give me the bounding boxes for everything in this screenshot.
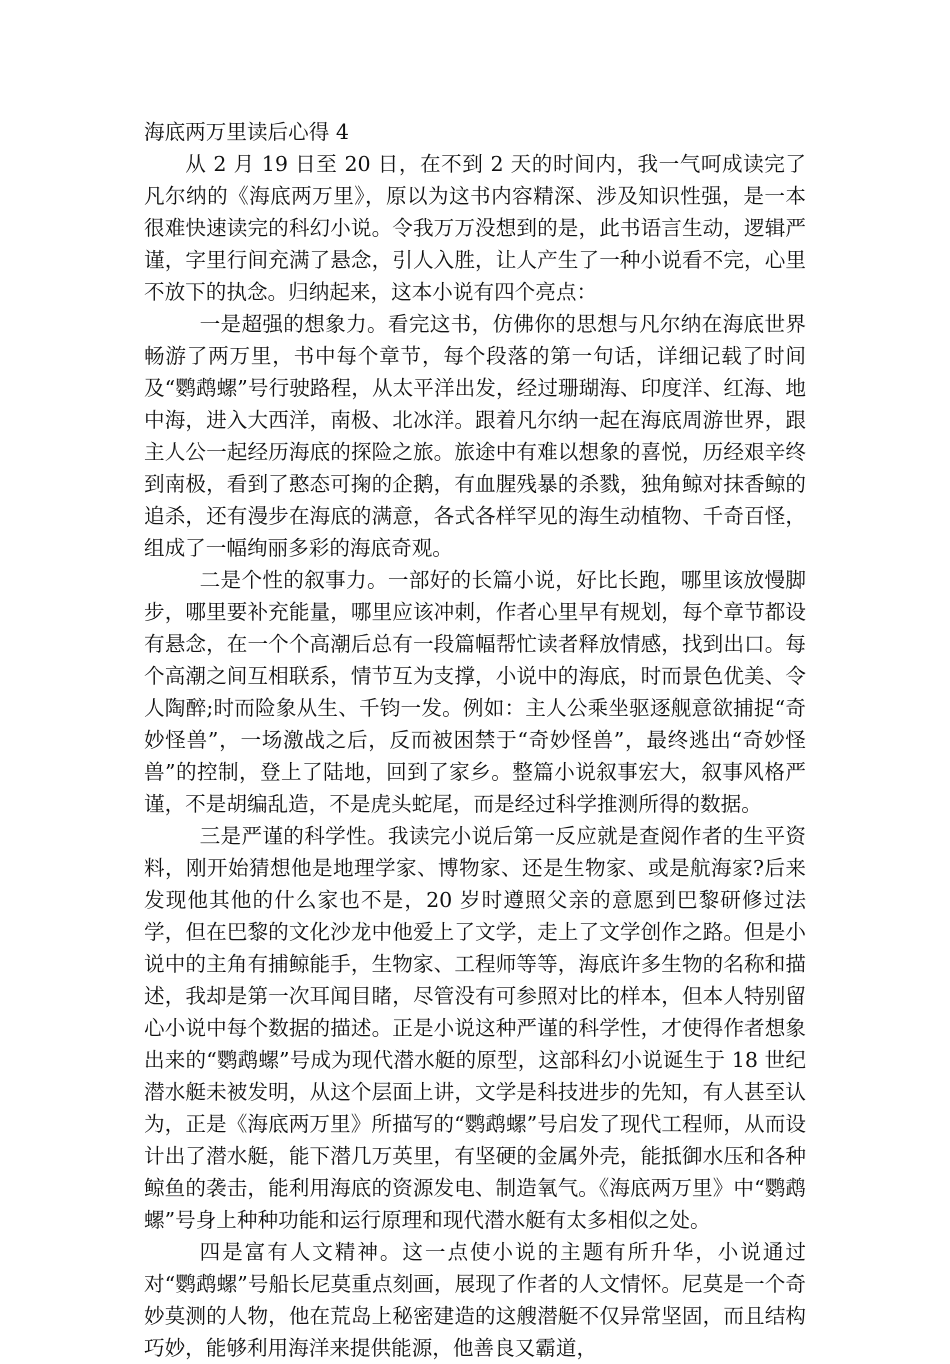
paragraph-science: 三是严谨的科学性。我读完小说后第一反应就是查阅作者的生平资料，刚开始猜想他是地理学家、博物家、还是生物家、或是航海家?后来发现他其他的什么家也不是，20 岁时遵照父亲的意愿到巴黎研修过法学，但在巴黎的文化沙龙中他爱上了文学，走上了文学创作之路。但是小说中的主角有捕鲸能手，生物家、工程师等等，海底许多生物的名称和描述，我却是第一次耳闻目睹，尽管没有可参照对比的样本，但本人特别留心小说中每个数据的描述。正是小说这种严谨的科学性，才使得作者想象出来的“鹦鹉螺”号成为现代潜水艇的原型，这部科幻小说诞生于 18 世纪潜水艇未被发明，从这个层面上讲，文学是科技进步的先知，有人甚至认为，正是《海底两万里》所描写的“鹦鹉螺”号启发了现代工程师，从而设计出了潜水艇，能下潜几万英里，有坚硬的金属外壳，能抵御水压和各种鲸鱼的袭击，能利用海底的资源发电、制造氧气。《海底两万里》中“鹦鹉螺”号身上种种功能和运行原理和现代潜水艇有太多相似之处。	[144, 824, 806, 1232]
paragraph-imagination: 一是超强的想象力。看完这书，仿佛你的思想与凡尔纳在海底世界畅游了两万里，书中每个章节，每个段落的第一句话，详细记载了时间及“鹦鹉螺”号行驶路程，从太平洋出发，经过珊瑚海、印度洋、红海、地中海，进入大西洋，南极、北冰洋。跟着凡尔纳一起在海底周游世界，跟主人公一起经历海底的探险之旅。旅途中有难以想象的喜悦，历经艰辛终到南极，看到了憨态可掬的企鹅，有血腥残暴的杀戮，独角鲸对抹香鲸的追杀，还有漫步在海底的满意，各式各样罕见的海生动植物、千奇百怪，组成了一幅绚丽多彩的海底奇观。	[144, 312, 806, 560]
paragraph-humanism: 四是富有人文精神。这一点使小说的主题有所升华，小说通过对“鹦鹉螺”号船长尼莫重点刻画，展现了作者的人文情怀。尼莫是一个奇妙莫测的人物，他在荒岛上秘密建造的这艘潜艇不仅异常坚固，而且结构巧妙，能够利用海洋来提供能源，他善良又霸道，	[144, 1240, 806, 1360]
paragraph-intro: 从 2 月 19 日至 20 日，在不到 2 天的时间内，我一气呵成读完了凡尔纳的《海底两万里》，原以为这书内容精深、涉及知识性强，是一本很难快速读完的科幻小说。令我万万没想到的是，此书语言生动，逻辑严谨，字里行间充满了悬念，引人入胜，让人产生了一种小说看不完，心里不放下的执念。归纳起来，这本小说有四个亮点：	[144, 152, 806, 304]
document-title: 海底两万里读后心得 4	[144, 120, 349, 144]
paragraph-narrative: 二是个性的叙事力。一部好的长篇小说，好比长跑，哪里该放慢脚步，哪里要补充能量，哪里应该冲刺，作者心里早有规划，每个章节都设有悬念，在一个个高潮后总有一段篇幅帮忙读者释放情感，找到出口。每个高潮之间互相联系，情节互为支撑，小说中的海底，时而景色优美、令人陶醉;时而险象从生、千钧一发。例如：主人公乘坐驱逐舰意欲捕捉“奇妙怪兽”，一场激战之后，反而被困禁于“奇妙怪兽”，最终逃出“奇妙怪兽”的控制，登上了陆地，回到了家乡。整篇小说叙事宏大，叙事风格严谨，不是胡编乱造，不是虎头蛇尾，而是经过科学推测所得的数据。	[144, 568, 806, 816]
document-page	[144, 116, 806, 1364]
